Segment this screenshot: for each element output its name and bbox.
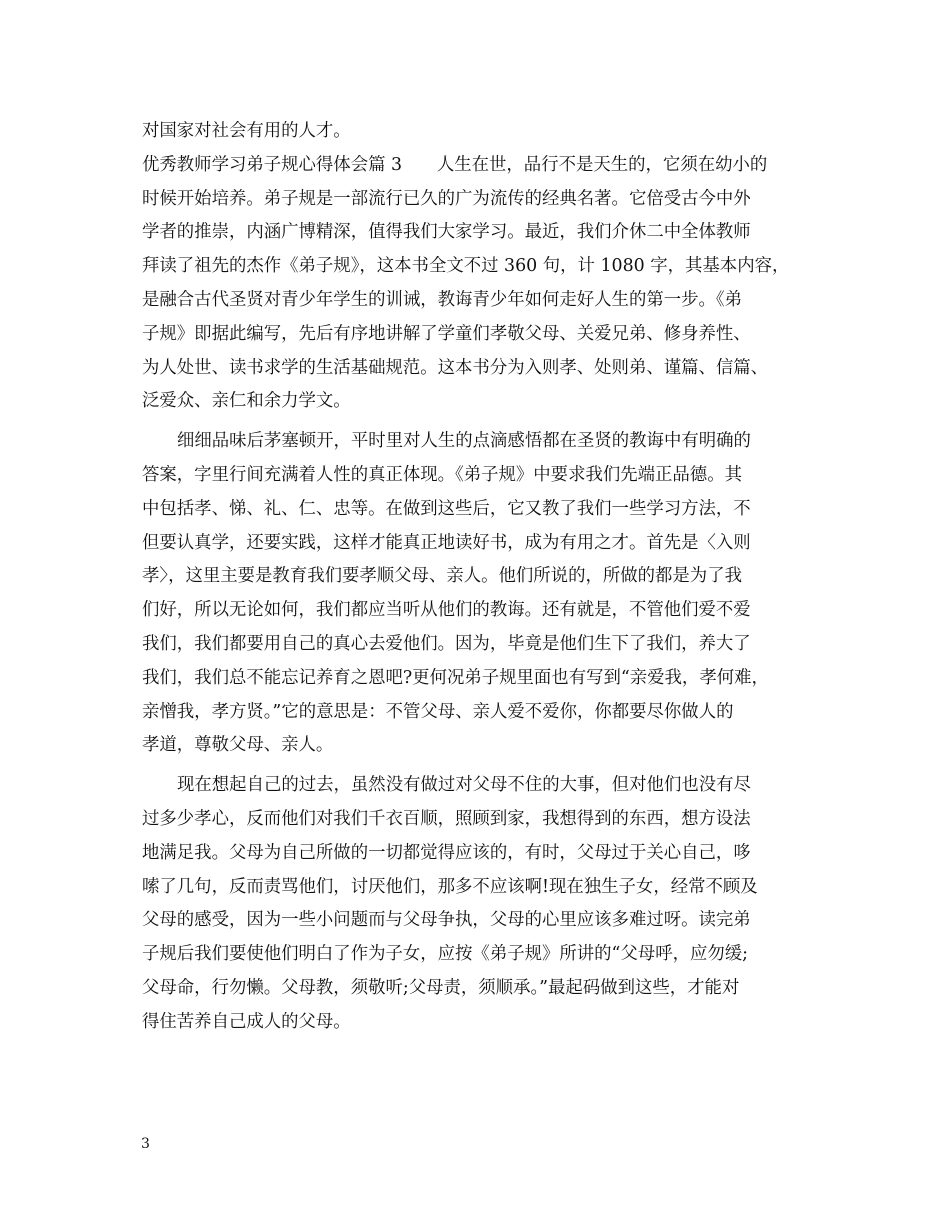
text-line: 对国家对社会有用的人才。 <box>142 121 351 141</box>
text-line: 是融合古代圣贤对青少年学生的训诫，教诲青少年如何走好人生的第一步。《弟 <box>142 289 742 310</box>
text-line: 我们，我们都要用自己的真心去爱他们。因为，毕竟是他们生下了我们，养大了 <box>142 633 751 654</box>
text-line: 答案，字里行间充满着人性的真正体现。《弟子规》中要求我们先端正品德。其 <box>142 464 742 485</box>
text-line: 为人处世、读书求学的生活基础规范。这本书分为入则孝、处则弟、谨篇、信篇、 <box>142 357 769 378</box>
text-line: 泛爱众、亲仁和余力学文。 <box>142 391 351 412</box>
text-line: 父母的感受，因为一些小问题而与父母争执，父母的心里应该多难过呀。读完弟 <box>142 910 751 931</box>
section-heading-line: 优秀教师学习弟子规心得体会篇 3 人生在世，品行不是天生的，它须在幼小的 <box>142 154 768 175</box>
text-line: 我们，我们总不能忘记养育之恩吧?更何况弟子规里面也有写到“亲爱我，孝何难， <box>142 667 769 688</box>
text-line: 孝道，尊敬父母、亲人。 <box>142 735 334 756</box>
paragraph-2 <box>142 149 810 419</box>
text-line: 子规后我们要使他们明白了作为子女，应按《弟子规》所讲的“父母呼，应勿缓; <box>142 944 749 965</box>
text-line: 学者的推崇，内涵广博精深，值得我们大家学习。最近，我们介休二中全体教师 <box>142 222 751 243</box>
body-text <box>142 115 810 1040</box>
paragraph-4 <box>142 769 810 1039</box>
text-line: 亲憎我，孝方贤。”它的意思是：不管父母、亲人爱不爱你，你都要尽你做人的 <box>142 701 734 722</box>
text-line: 子规》即据此编写，先后有序地讲解了学童们孝敬父母、关爱兄弟、修身养性、 <box>142 323 751 344</box>
text-line: 们好，所以无论如何，我们都应当听从他们的教诲。还有就是，不管他们爱不爱 <box>142 600 751 621</box>
page-number: 3 <box>141 1136 150 1152</box>
text-line: 中包括孝、悌、礼、仁、忠等。在做到这些后，它又教了我们一些学习方法，不 <box>142 498 751 519</box>
text-line: 过多少孝心，反而他们对我们千衣百顺，照顾到家，我想得到的东西，想方设法 <box>142 808 751 829</box>
paragraph-3 <box>142 425 810 763</box>
text-line: 但要认真学，还要实践，这样才能真正地读好书，成为有用之才。首先是〈入则 <box>142 532 751 553</box>
text-line: 时候开始培养。弟子规是一部流行已久的广为流传的经典名著。它倍受古今中外 <box>142 188 751 209</box>
text-line: 拜读了祖先的杰作《弟子规》，这本书全文不过 360 句，计 1080 字，其基本内容， <box>142 256 790 277</box>
text-line: 孝〉，这里主要是教育我们要孝顺父母、亲人。他们所说的，所做的都是为了我 <box>142 566 742 587</box>
text-line: 嗦了几句，反而责骂他们，讨厌他们，那多不应该啊!现在独生子女，经常不顾及 <box>142 876 758 897</box>
text-line: 地满足我。父母为自己所做的一切都觉得应该的，有时，父母过于关心自己，哆 <box>142 842 751 863</box>
text-line: 得住苦养自己成人的父母。 <box>142 1011 351 1032</box>
text-line: 父母命，行勿懒。父母教，须敬听;父母责，须顺承。”最起码做到这些，才能对 <box>142 977 740 998</box>
text-line: 细细品味后茅塞顿开，平时里对人生的点滴感悟都在圣贤的教诲中有明确的 <box>177 431 751 452</box>
paragraph-1 <box>142 115 810 149</box>
text-line: 现在想起自己的过去，虽然没有做过对父母不住的大事，但对他们也没有尽 <box>177 775 751 796</box>
